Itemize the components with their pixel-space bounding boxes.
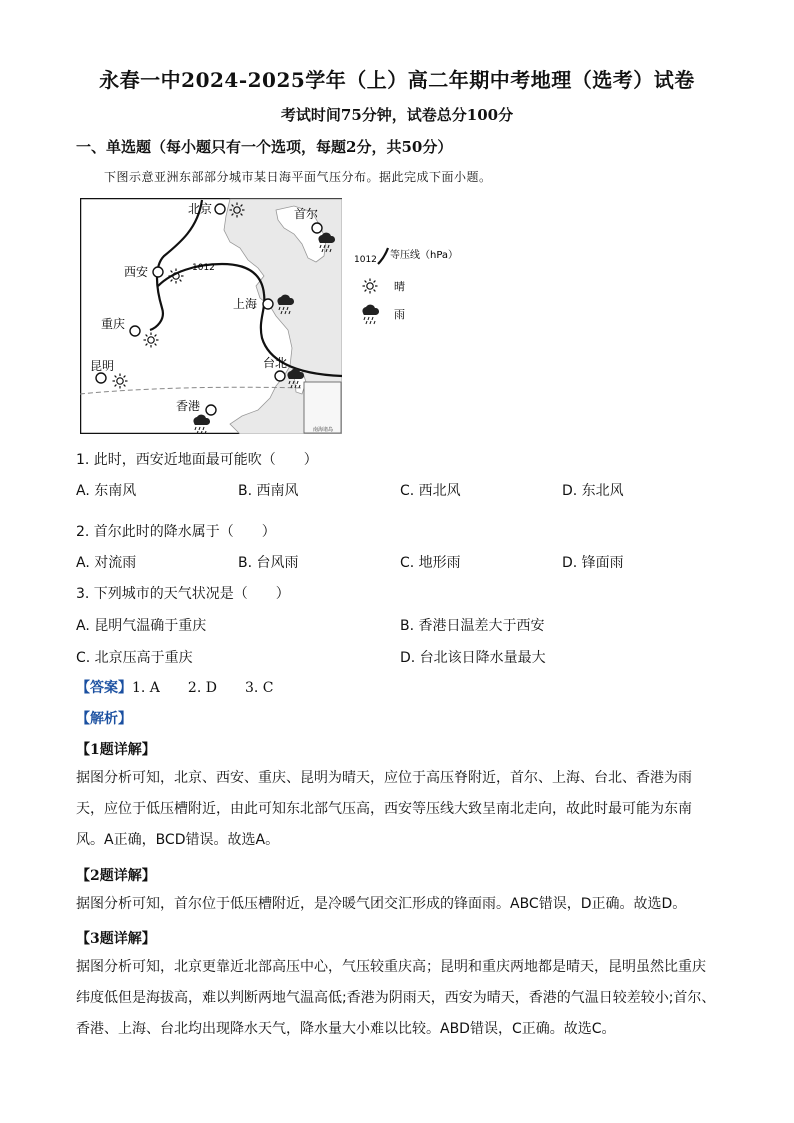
city-kunming: 昆明 (90, 359, 115, 373)
detail-line: 纬度低但是海拔高，难以判断两地气温高低;香港为阴雨天，西安为晴天，香港的气温日较差较小;首尔、 (76, 990, 716, 1006)
isobar-label: 1012 (192, 263, 215, 273)
detail-2-text (76, 889, 716, 920)
detail-line: 据图分析可知，北京、西安、重庆、昆明为晴天，应位于高压脊附近，首尔、上海、台北、香港为雨 (76, 770, 692, 786)
detail-line: 据图分析可知，首尔位于低压槽附近，是冷暖气团交汇形成的锋面雨。ABC错误，D正确。故选D。 (76, 896, 687, 912)
question-2-stem: 2. 首尔此时的降水属于（ ） (76, 524, 276, 540)
analysis-label: 【解析】 (76, 711, 132, 727)
q1-option-a[interactable]: A. 东南风 (76, 483, 137, 499)
q2-option-c[interactable]: C. 地形雨 (400, 555, 461, 571)
legend-sunny: 晴 (394, 280, 405, 293)
q3-option-d[interactable]: D. 台北该日降水量最大 (400, 650, 546, 666)
detail-line: 据图分析可知，北京更靠近北部高压中心，气压较重庆高；昆明和重庆两地都是晴天，昆明虽然比重庆 (76, 959, 706, 975)
city-taipei: 台北 (263, 356, 288, 370)
question-intro: 下图示意亚洲东部部分城市某日海平面气压分布。据此完成下面小题。 (104, 170, 492, 184)
legend-svg (352, 240, 472, 330)
detail-line: 天，应位于低压槽附近，由此可知东北部气压高，西安等压线大致呈南北走向，故此时最可能为东南 (76, 801, 692, 817)
pressure-map (80, 198, 342, 434)
answer-text: 1. A 2. D 3. C (132, 680, 274, 696)
city-seoul: 首尔 (294, 207, 319, 221)
detail-2-heading: 【2题详解】 (76, 868, 156, 884)
rain-icon (362, 305, 379, 324)
shanghai-marker (263, 299, 273, 309)
answer-label: 【答案】 (76, 680, 132, 696)
legend-isobar-value: 1012 (354, 255, 377, 265)
legend-rain: 雨 (394, 308, 405, 321)
answer-line (76, 677, 273, 697)
isobar-legend-line (378, 248, 388, 264)
chongqing-marker (130, 326, 140, 336)
seoul-marker (312, 223, 322, 233)
detail-1-text (76, 763, 716, 856)
detail-3-text (76, 952, 716, 1045)
q3-option-c[interactable]: C. 北京压高于重庆 (76, 650, 193, 666)
q1-option-d[interactable]: D. 东北风 (562, 483, 624, 499)
xian-marker (153, 267, 163, 277)
q1-option-b[interactable]: B. 西南风 (238, 483, 299, 499)
city-beijing: 北京 (188, 202, 213, 216)
inset-label: 南海诸岛 (312, 427, 334, 433)
q2-option-b[interactable]: B. 台风雨 (238, 555, 299, 571)
section-heading: 一、单选题（每小题只有一个选项，每题2分，共50分） (76, 138, 453, 156)
map-svg (80, 198, 342, 434)
exam-info: 考试时间75分钟，试卷总分100分 (280, 106, 514, 124)
city-xian: 西安 (124, 265, 149, 279)
detail-line: 风。A正确，BCD错误。故选A。 (76, 832, 280, 848)
south-sea-inset (304, 382, 341, 433)
detail-line: 香港、上海、台北均出现降水天气，降水量大小难以比较。ABD错误，C正确。故选C。 (76, 1021, 616, 1037)
city-shanghai: 上海 (233, 297, 258, 311)
question-3-stem: 3. 下列城市的天气状况是（ ） (76, 586, 290, 602)
city-hongkong: 香港 (176, 399, 201, 413)
beijing-marker (215, 204, 225, 214)
q3-option-b[interactable]: B. 香港日温差大于西安 (400, 618, 545, 634)
taipei-marker (275, 371, 285, 381)
kunming-marker (96, 373, 106, 383)
sunny-icon (363, 279, 378, 294)
q2-option-a[interactable]: A. 对流雨 (76, 555, 137, 571)
detail-1-heading: 【1题详解】 (76, 742, 156, 758)
q2-option-d[interactable]: D. 锋面雨 (562, 555, 624, 571)
detail-3-heading: 【3题详解】 (76, 931, 156, 947)
map-legend (352, 240, 472, 330)
legend-isobar-text: 等压线（hPa） (390, 250, 459, 261)
q3-option-a[interactable]: A. 昆明气温确于重庆 (76, 618, 207, 634)
question-1-stem: 1. 此时，西安近地面最可能吹（ ） (76, 452, 318, 468)
city-chongqing: 重庆 (101, 317, 126, 331)
hongkong-marker (206, 405, 216, 415)
page-title: 永春一中2024-2025学年（上）高二年期中考地理（选考）试卷 (99, 68, 695, 92)
q1-option-c[interactable]: C. 西北风 (400, 483, 461, 499)
